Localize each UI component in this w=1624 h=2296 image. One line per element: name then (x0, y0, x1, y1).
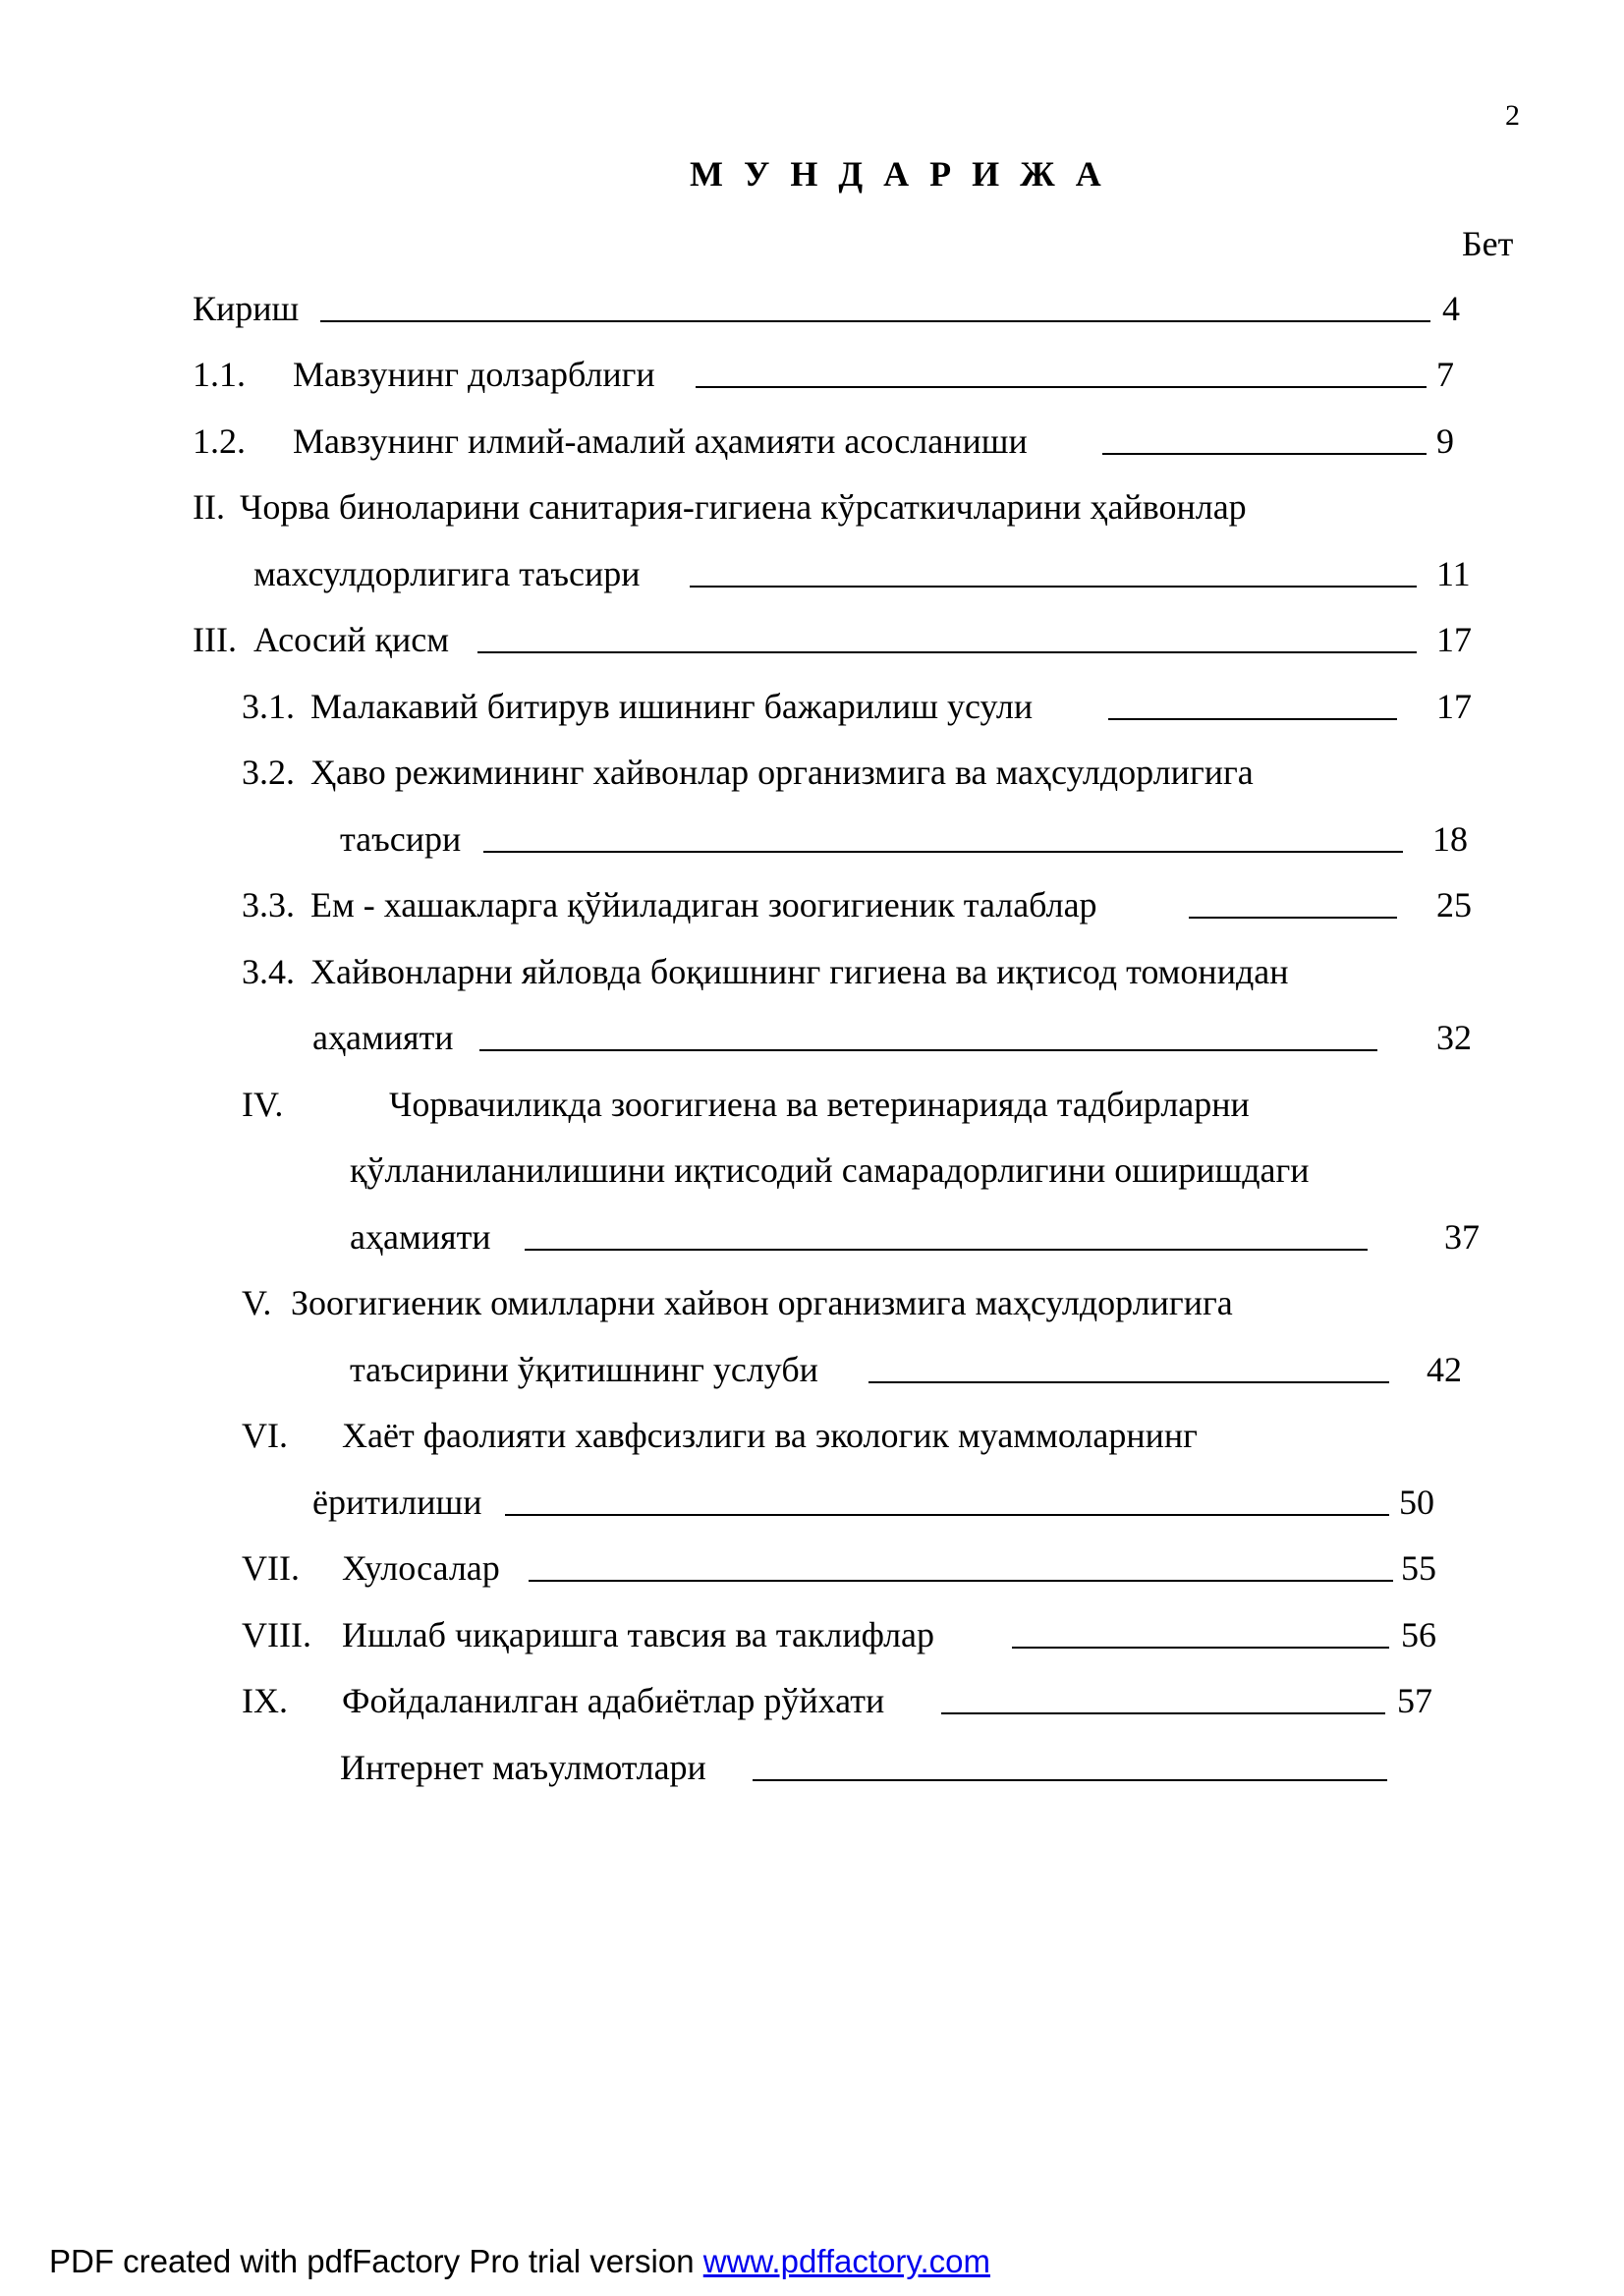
pdf-footer-text: PDF created with pdfFactory Pro trial version (49, 2243, 703, 2279)
toc-item-3-1-label: Малакавий битирув ишининг бажарилиш усули (310, 687, 1034, 726)
toc-leader-line (505, 1514, 1389, 1516)
toc-leader-line (525, 1249, 1368, 1251)
toc-item-3-number: III. (193, 620, 237, 659)
toc-item-6-label-line2: ёритилиши (312, 1483, 482, 1522)
toc-leader-line (1102, 453, 1427, 455)
toc-leader-line (483, 851, 1403, 853)
pdf-footer (49, 2242, 990, 2281)
toc-item-5-number: V. (242, 1283, 272, 1322)
page-number: 2 (1505, 99, 1520, 132)
toc-item-6-number: VI. (242, 1416, 288, 1455)
toc-item-2-page: 11 (1436, 554, 1471, 593)
toc-item-3-2-label-line1: Ҳаво режимининг хайвонлар организмига ва маҳсулдорлигига (310, 753, 1254, 792)
toc-item-4-label-line3: аҳамияти (350, 1217, 491, 1257)
toc-item-6-page: 50 (1399, 1483, 1434, 1522)
toc-item-6-label-line1: Хаёт фаолияти хавфсизлиги ва экологик муаммоларнинг (342, 1416, 1198, 1455)
toc-item-internet-label: Интернет маъулмотлари (340, 1748, 706, 1787)
toc-item-3-4-label-line1: Хайвонларни яйловда боқишнинг гигиена ва иқтисод томонидан (310, 952, 1289, 991)
toc-item-4-page: 37 (1444, 1217, 1480, 1257)
toc-item-1-1-page: 7 (1436, 355, 1454, 394)
toc-item-3-3-page: 25 (1436, 885, 1472, 924)
toc-item-3-2-label-line2: таъсири (340, 819, 462, 859)
toc-item-3-4-label-line2: аҳамияти (312, 1018, 454, 1057)
toc-item-1-1-number: 1.1. (193, 355, 246, 394)
toc-leader-line (529, 1580, 1393, 1582)
toc-item-3-4-number: 3.4. (242, 952, 295, 991)
toc-item-5-label-line1: Зоогигиеник омилларни хайвон организмига маҳсулдорлигига (291, 1283, 1233, 1322)
toc-item-4-number: IV. (242, 1085, 284, 1124)
toc-leader-line (690, 586, 1417, 588)
toc-item-3-page: 17 (1436, 620, 1472, 659)
toc-item-8-page: 56 (1401, 1615, 1436, 1654)
toc-item-3-2-number: 3.2. (242, 753, 295, 792)
toc-item-3-2-page: 18 (1432, 819, 1468, 859)
toc-item-3-1-page: 17 (1436, 687, 1472, 726)
toc-item-1-2-page: 9 (1436, 421, 1454, 461)
toc-leader-line (1012, 1647, 1389, 1649)
document-title: М У Н Д А Р И Ж А (690, 154, 1107, 194)
toc-item-2-label-line1: Чорва биноларини санитария-гигиена кўрсаткичларини ҳайвонлар (240, 487, 1247, 527)
toc-item-1-2-number: 1.2. (193, 421, 246, 461)
toc-leader-line (696, 386, 1427, 388)
toc-item-5-label-line2: таъсирини ўқитишнинг услуби (350, 1350, 818, 1389)
toc-item-7-page: 55 (1401, 1548, 1436, 1588)
toc-item-4-label-line2: қўлланиланилишини иқтисодий самарадорлигини оширишдаги (350, 1150, 1310, 1190)
toc-item-8-label: Ишлаб чиқаришга тавсия ва таклифлар (342, 1615, 935, 1654)
pdf-footer-link[interactable]: www.pdffactory.com (702, 2243, 990, 2279)
toc-item-5-page: 42 (1427, 1350, 1462, 1389)
toc-item-intro-label: Кириш (193, 289, 300, 328)
toc-item-7-number: VII. (242, 1548, 300, 1588)
toc-item-7-label: Хулосалар (342, 1548, 500, 1588)
toc-item-2-number: II. (193, 487, 225, 527)
toc-item-3-1-number: 3.1. (242, 687, 295, 726)
toc-item-3-3-label: Ем - хашакларга қўйиладиган зоогигиеник талаблар (310, 885, 1097, 924)
toc-item-1-1-label: Мавзунинг долзарблиги (293, 355, 655, 394)
toc-leader-line (1108, 718, 1397, 720)
toc-leader-line (320, 320, 1430, 322)
toc-item-3-3-number: 3.3. (242, 885, 295, 924)
toc-item-1-2-label: Мавзунинг илмий-амалий аҳамияти асосланиши (293, 421, 1028, 461)
toc-item-8-number: VIII. (242, 1615, 311, 1654)
toc-leader-line (753, 1779, 1387, 1781)
toc-item-intro-page: 4 (1442, 289, 1460, 328)
toc-item-9-page: 57 (1397, 1681, 1432, 1720)
toc-item-3-label: Асосий қисм (253, 620, 450, 659)
toc-item-9-number: IX. (242, 1681, 288, 1720)
toc-item-4-label-line1: Чорвачиликда зоогигиена ва ветеринарияда тадбирларни (389, 1085, 1250, 1124)
toc-leader-line (868, 1381, 1389, 1383)
toc-leader-line (941, 1712, 1385, 1714)
toc-leader-line (477, 651, 1417, 653)
toc-leader-line (1189, 917, 1397, 919)
page-column-header: Бет (1462, 224, 1514, 263)
toc-leader-line (479, 1049, 1377, 1051)
toc-item-9-label: Фойдаланилган адабиётлар рўйхати (342, 1681, 885, 1720)
toc-item-3-4-page: 32 (1436, 1018, 1472, 1057)
toc-item-2-label-line2: махсулдорлигига таъсири (253, 554, 641, 593)
